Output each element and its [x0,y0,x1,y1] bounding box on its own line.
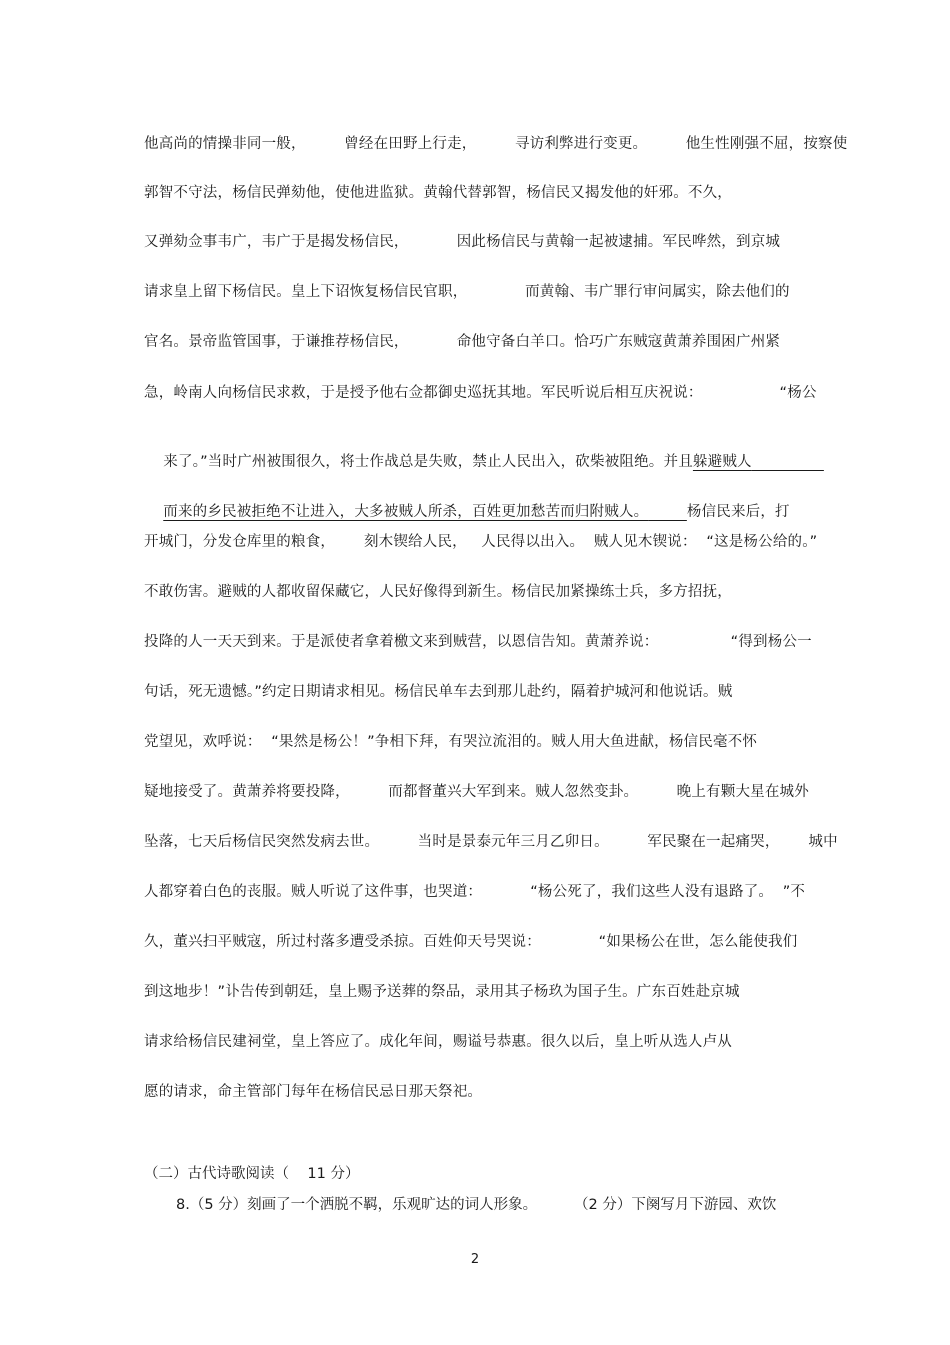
passage-text: 来了。”当时广州被围很久，将士作战总是失败，禁止人民出入，砍柴被阻绝。并且 [163,454,693,470]
question-8-answer: 8.（5 分）刻画了一个洒脱不羁，乐观旷达的词人形象。 （2 分）下阕写月下游园、欢饮 [176,1197,777,1213]
passage-line: 他高尚的情操非同一般， 曾经在田野上行走， 寻访利弊进行变更。 他生性刚强不屈，按察使 [144,136,848,152]
passage-line: 请求皇上留下杨信民。皇上下诏恢复杨信民官职， 而黄翰、韦广罪行审问属实，除去他们的 [144,284,790,300]
page-number: 2 [470,1252,480,1267]
passage-line: 又弹劾佥事韦广，韦广于是揭发杨信民， 因此杨信民与黄翰一起被逮捕。军民哗然，到京城 [144,234,781,250]
passage-line: 投降的人一天天到来。于是派使者拿着檄文来到贼营，以恩信告知。黄萧养说： “得到杨公一 [144,634,812,650]
passage-line: 坠落，七天后杨信民突然发病去世。 当时是景泰元年三月乙卯日。 军民聚在一起痛哭， 城中 [144,834,838,850]
passage-line: 开城门，分发仓库里的粮食， 刻木锲给人民， 人民得以出入。 贼人见木锲说： “这是杨公给的。” [144,534,818,550]
passage-line: 人都穿着白色的丧服。贼人听说了这件事，也哭道： “杨公死了，我们这些人没有退路了。 ”不 [144,884,806,900]
passage-line: 郭智不守法，杨信民弹劾他，使他进监狱。黄翰代替郭智，杨信民又揭发他的奸邪。不久， [144,185,732,201]
passage-line: 愿的请求，命主管部门每年在杨信民忌日那天祭祀。 [144,1084,483,1100]
underline-blank [648,504,686,520]
passage-line: 疑地接受了。黄萧养将要投降， 而都督董兴大军到来。贼人忽然变卦。 晚上有颗大星在城外 [144,784,809,800]
underline-blank [752,454,824,470]
passage-line: 官名。景帝监管国事，于谦推荐杨信民， 命他守备白羊口。恰巧广东贼寇黄萧养围困广州紧 [144,334,781,350]
section-title: （二）古代诗歌阅读（ 11 分） [144,1166,360,1182]
passage-line: 句话，死无遗憾。”约定日期请求相见。杨信民单车去到那儿赴约，隔着护城河和他说话。贼 [144,684,733,700]
underlined-text: 而来的乡民被拒绝不让进入，大多被贼人所杀，百姓更加愁苦而归附贼人。 [163,504,649,520]
passage-line: 不敢伤害。避贼的人都收留保藏它，人民好像得到新生。杨信民加紧操练士兵，多方招抚， [144,584,732,600]
passage-text: 杨信民来后，打 [686,504,790,520]
underlined-text: 躲避贼人 [692,454,752,470]
passage-line: 请求给杨信民建祠堂，皇上答应了。成化年间，赐谥号恭惠。很久以后，皇上听从选人卢从 [144,1034,732,1050]
passage-line: 急，岭南人向杨信民求救，于是授予他右佥都御史巡抚其地。军民听说后相互庆祝说： “杨公 [144,385,817,401]
passage-line: 到这地步！”讣告传到朝廷，皇上赐予送葬的祭品，录用其子杨玖为国子生。广东百姓赴京城 [144,984,740,1000]
passage-line: 党望见，欢呼说： “果然是杨公！”争相下拜，有哭泣流泪的。贼人用大鱼进献，杨信民毫不怀 [144,734,758,750]
passage-line: 久，董兴扫平贼寇，所过村落多遭受杀掠。百姓仰天号哭说： “如果杨公在世，怎么能使我们 [144,934,798,950]
